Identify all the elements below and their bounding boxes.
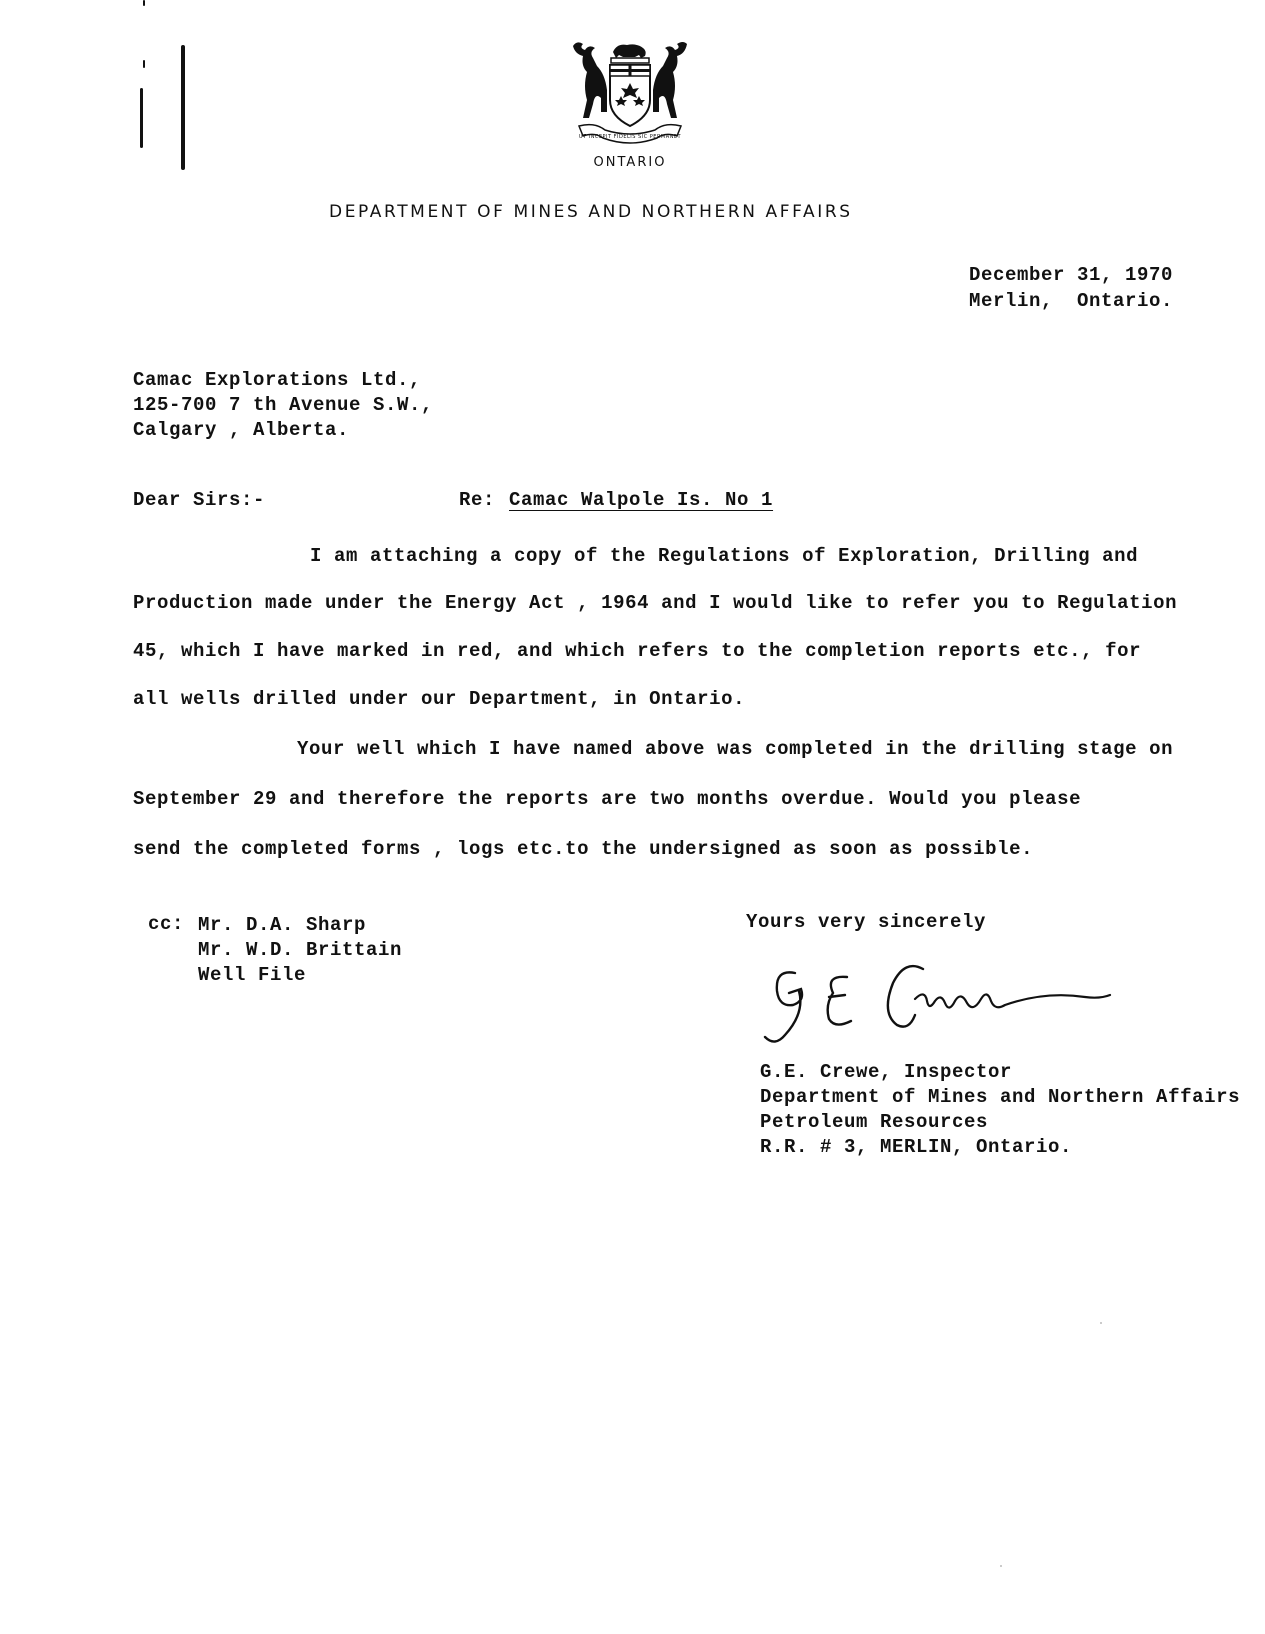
signer-line: G.E. Crewe, Inspector: [760, 1061, 1013, 1083]
handwritten-signature-icon: [755, 955, 1115, 1055]
signer-line: Petroleum Resources: [760, 1111, 989, 1133]
cc-label: cc:: [148, 913, 185, 935]
scan-speck: [1100, 1322, 1102, 1324]
ontario-coat-of-arms-icon: [565, 38, 695, 156]
body-line: Your well which I have named above was completed in the drilling stage on: [297, 738, 1174, 760]
binder-mark: [181, 45, 185, 170]
cc-recipient: Well File: [198, 964, 307, 986]
cc-recipient: Mr. D.A. Sharp: [198, 914, 367, 936]
body-line: all wells drilled under our Department, in Ontario.: [133, 688, 746, 710]
reference-label: Re:: [459, 489, 496, 511]
body-line: 45, which I have marked in red, and which refers to the completion reports etc., for: [133, 640, 1142, 662]
signer-line: R.R. # 3, MERLIN, Ontario.: [760, 1136, 1073, 1158]
letterhead-department: DEPARTMENT OF MINES AND NORTHERN AFFAIRS: [329, 202, 853, 222]
letter-place: Merlin, Ontario.: [969, 290, 1174, 312]
signer-block: [760, 1060, 1240, 1160]
body-line: Production made under the Energy Act , 1964 and I would like to refer you to Regulation: [133, 592, 1178, 614]
address-line: 125-700 7 th Avenue S.W.,: [133, 394, 434, 416]
salutation: Dear Sirs:-: [133, 489, 266, 511]
cc-list: [198, 913, 402, 988]
binder-mark: [143, 0, 145, 6]
address-line: Camac Explorations Ltd.,: [133, 369, 422, 391]
scan-speck: [1000, 1565, 1002, 1567]
recipient-address: [133, 368, 433, 443]
letterhead-province: ONTARIO: [593, 155, 667, 170]
binder-mark: [140, 88, 143, 148]
body-line: I am attaching a copy of the Regulations of Exploration, Drilling and: [310, 545, 1139, 567]
cc-recipient: Mr. W.D. Brittain: [198, 939, 403, 961]
binder-mark: [143, 60, 145, 68]
letter-date: December 31, 1970: [969, 264, 1174, 286]
closing: Yours very sincerely: [746, 911, 987, 933]
body-line: send the completed forms , logs etc.to the undersigned as soon as possible.: [133, 838, 1034, 860]
reference-subject: Camac Walpole Is. No 1: [509, 489, 774, 511]
crest-motto: UT INCEPIT FIDELIS SIC PERMANET: [578, 134, 682, 140]
date-block: [969, 262, 1173, 314]
address-line: Calgary , Alberta.: [133, 419, 350, 441]
body-line: September 29 and therefore the reports are two months overdue. Would you please: [133, 788, 1082, 810]
signer-line: Department of Mines and Northern Affairs: [760, 1086, 1241, 1108]
